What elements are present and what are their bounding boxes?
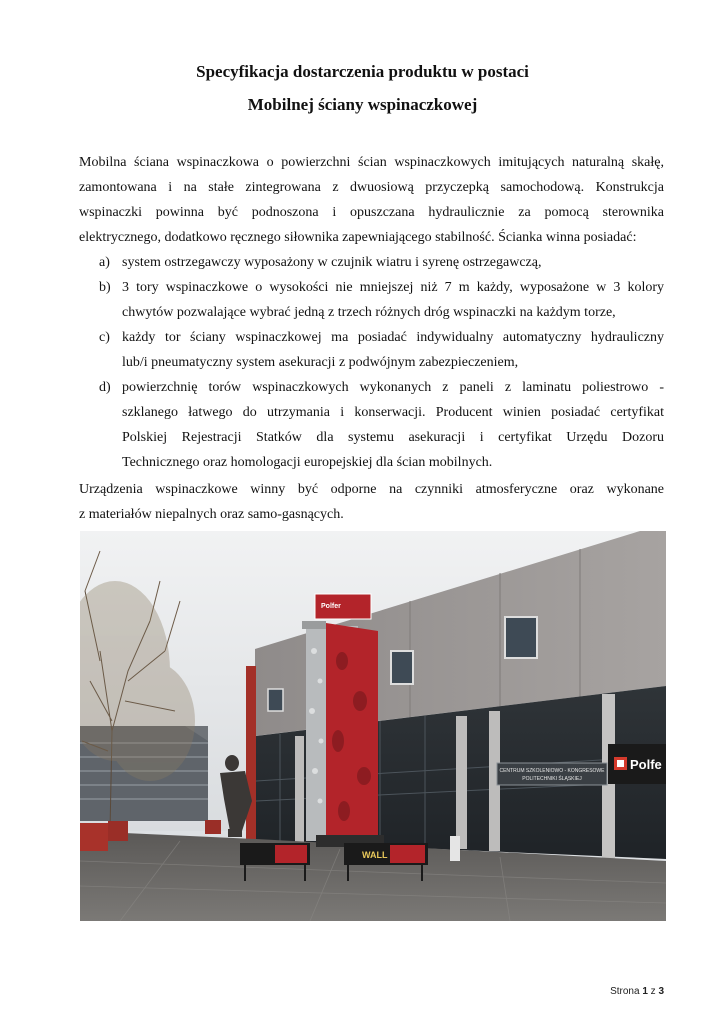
list-item-line: 3 tory wspinaczkowe o wysokości nie mniejszej niż 7 m każdy, wyposażone w 3 kolory xyxy=(122,280,664,295)
list-item-line: każdy tor ściany wspinaczkowej ma posiadać indywidualny automatyczny hydrauliczny xyxy=(122,330,664,345)
climbing-wall-photo xyxy=(80,531,666,921)
list-item-line: lub/i pneumatyczny system asekuracji z podwójnym zabezpieczeniem, xyxy=(122,355,519,370)
climbing-tower xyxy=(302,594,384,847)
footer-label: Strona xyxy=(610,986,640,997)
list-marker: b) xyxy=(99,280,111,295)
outro-paragraph xyxy=(79,477,664,527)
building-sign-line2: POLITECHNIKI ŚLĄSKIEJ xyxy=(522,776,582,782)
intro-line: elektrycznego, dodatkowo ręcznego siłownika zapewniającego stabilność. Ścianka winna posiadać: xyxy=(79,230,637,245)
document-title-line1: Specyfikacja dostarczenia produktu w postaci xyxy=(196,62,529,81)
intro-paragraph xyxy=(79,150,664,250)
current-page-number: 1 xyxy=(642,986,648,997)
building-sign-line1: CENTRUM SZKOLENIOWO - KONGRESOWE xyxy=(499,768,605,774)
banner-sign-text: Polfe xyxy=(630,757,662,772)
list-item-line: powierzchnię torów wspinaczkowych wykonanych z paneli z laminatu poliestrowo - xyxy=(122,380,664,395)
list-item-line: chwytów pozwalające wybrać jedną z trzech różnych dróg wspinaczki na każdym torze, xyxy=(122,305,616,320)
intro-line: Mobilna ściana wspinaczkowa o powierzchni ścian wspinaczkowych imitujących naturalną skałę, xyxy=(79,155,664,170)
list-marker: c) xyxy=(99,330,110,345)
list-marker: a) xyxy=(99,255,110,270)
tower-sign-text: Polfer xyxy=(321,603,341,610)
intro-line: zamontowana i na stałe zintegrowana z dwuosiową przyczepką samochodową. Konstrukcja xyxy=(79,180,664,195)
requirements-list xyxy=(79,250,664,475)
document-title-line2: Mobilnej ściany wspinaczkowej xyxy=(247,95,478,114)
list-item-line: Polskiej Rejestracji Statków dla systemu asekuracji i certyfikat Urzędu Dozoru xyxy=(122,430,664,445)
list-item-line: Technicznego oraz homologacji europejskiej dla ścian mobilnych. xyxy=(122,455,493,470)
list-item xyxy=(79,375,664,475)
footer-separator: z xyxy=(650,986,656,997)
polfer-banner xyxy=(608,744,666,784)
list-item xyxy=(79,325,664,375)
page-footer xyxy=(610,986,664,997)
outro-line: Urządzenia wspinaczkowe winny być odporne na czynniki atmosferyczne oraz wykonane xyxy=(79,482,664,497)
list-item xyxy=(79,250,664,275)
list-item-line: system ostrzegawczy wyposażony w czujnik wiatru i syrenę ostrzegawczą, xyxy=(122,255,542,270)
list-item xyxy=(79,275,664,325)
total-pages-number: 3 xyxy=(658,986,664,997)
list-marker: d) xyxy=(99,380,111,395)
list-item-line: szklanego łatwego do utrzymania i konserwacji. Producent winien posiadać certyfikat xyxy=(122,405,664,420)
wall-logo-text: WALL xyxy=(362,850,388,860)
outro-line: z materiałów niepalnych oraz samo-gasnących. xyxy=(79,507,344,522)
intro-line: wspinaczki powinna być podnoszona i opuszczana hydraulicznie za pomocą sterownika xyxy=(79,205,664,220)
